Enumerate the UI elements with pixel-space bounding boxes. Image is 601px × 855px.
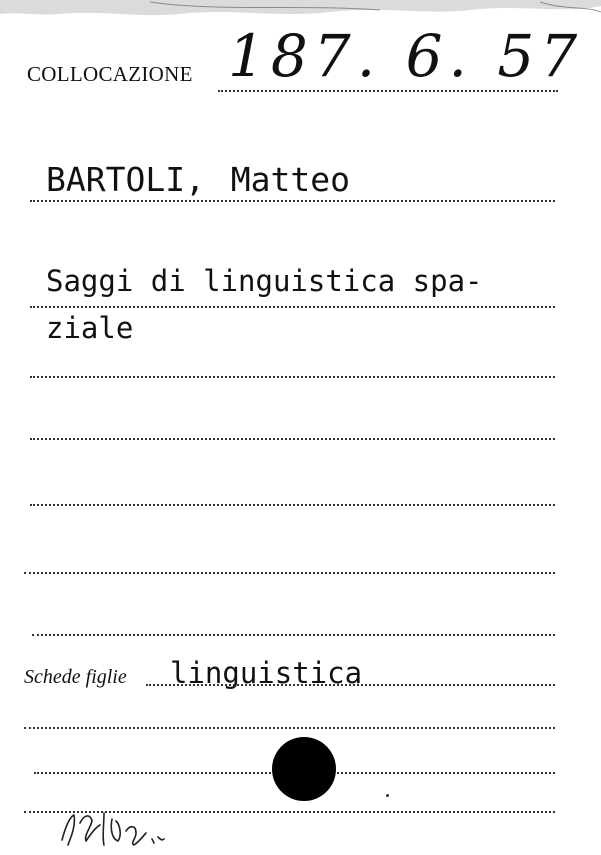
blank-line-5 (32, 634, 555, 636)
title-line-1: Saggi di linguistica spa- (46, 264, 483, 298)
punch-hole (272, 737, 336, 801)
schede-figlie-label: Schede figlie (24, 666, 127, 688)
schede-line (146, 684, 555, 686)
title-line-2: ziale (46, 311, 134, 345)
speck-mark (386, 794, 389, 797)
blank-line-2 (30, 438, 555, 440)
author-name: BARTOLI, Matteo (46, 160, 351, 199)
schede-figlie-value: linguistica (170, 656, 363, 690)
collocazione-label: COLLOCAZIONE (27, 62, 193, 86)
collocazione-line (218, 90, 558, 92)
blank-line-6 (24, 727, 555, 729)
collocazione-value: 187. 6. 57 (228, 22, 584, 90)
handwritten-signature (40, 795, 190, 855)
title-line-1-rule (30, 306, 555, 308)
author-line (30, 200, 555, 202)
torn-top-edge (0, 0, 601, 22)
blank-line-3 (30, 504, 555, 506)
blank-line-1 (30, 376, 555, 378)
blank-line-4 (24, 572, 555, 574)
